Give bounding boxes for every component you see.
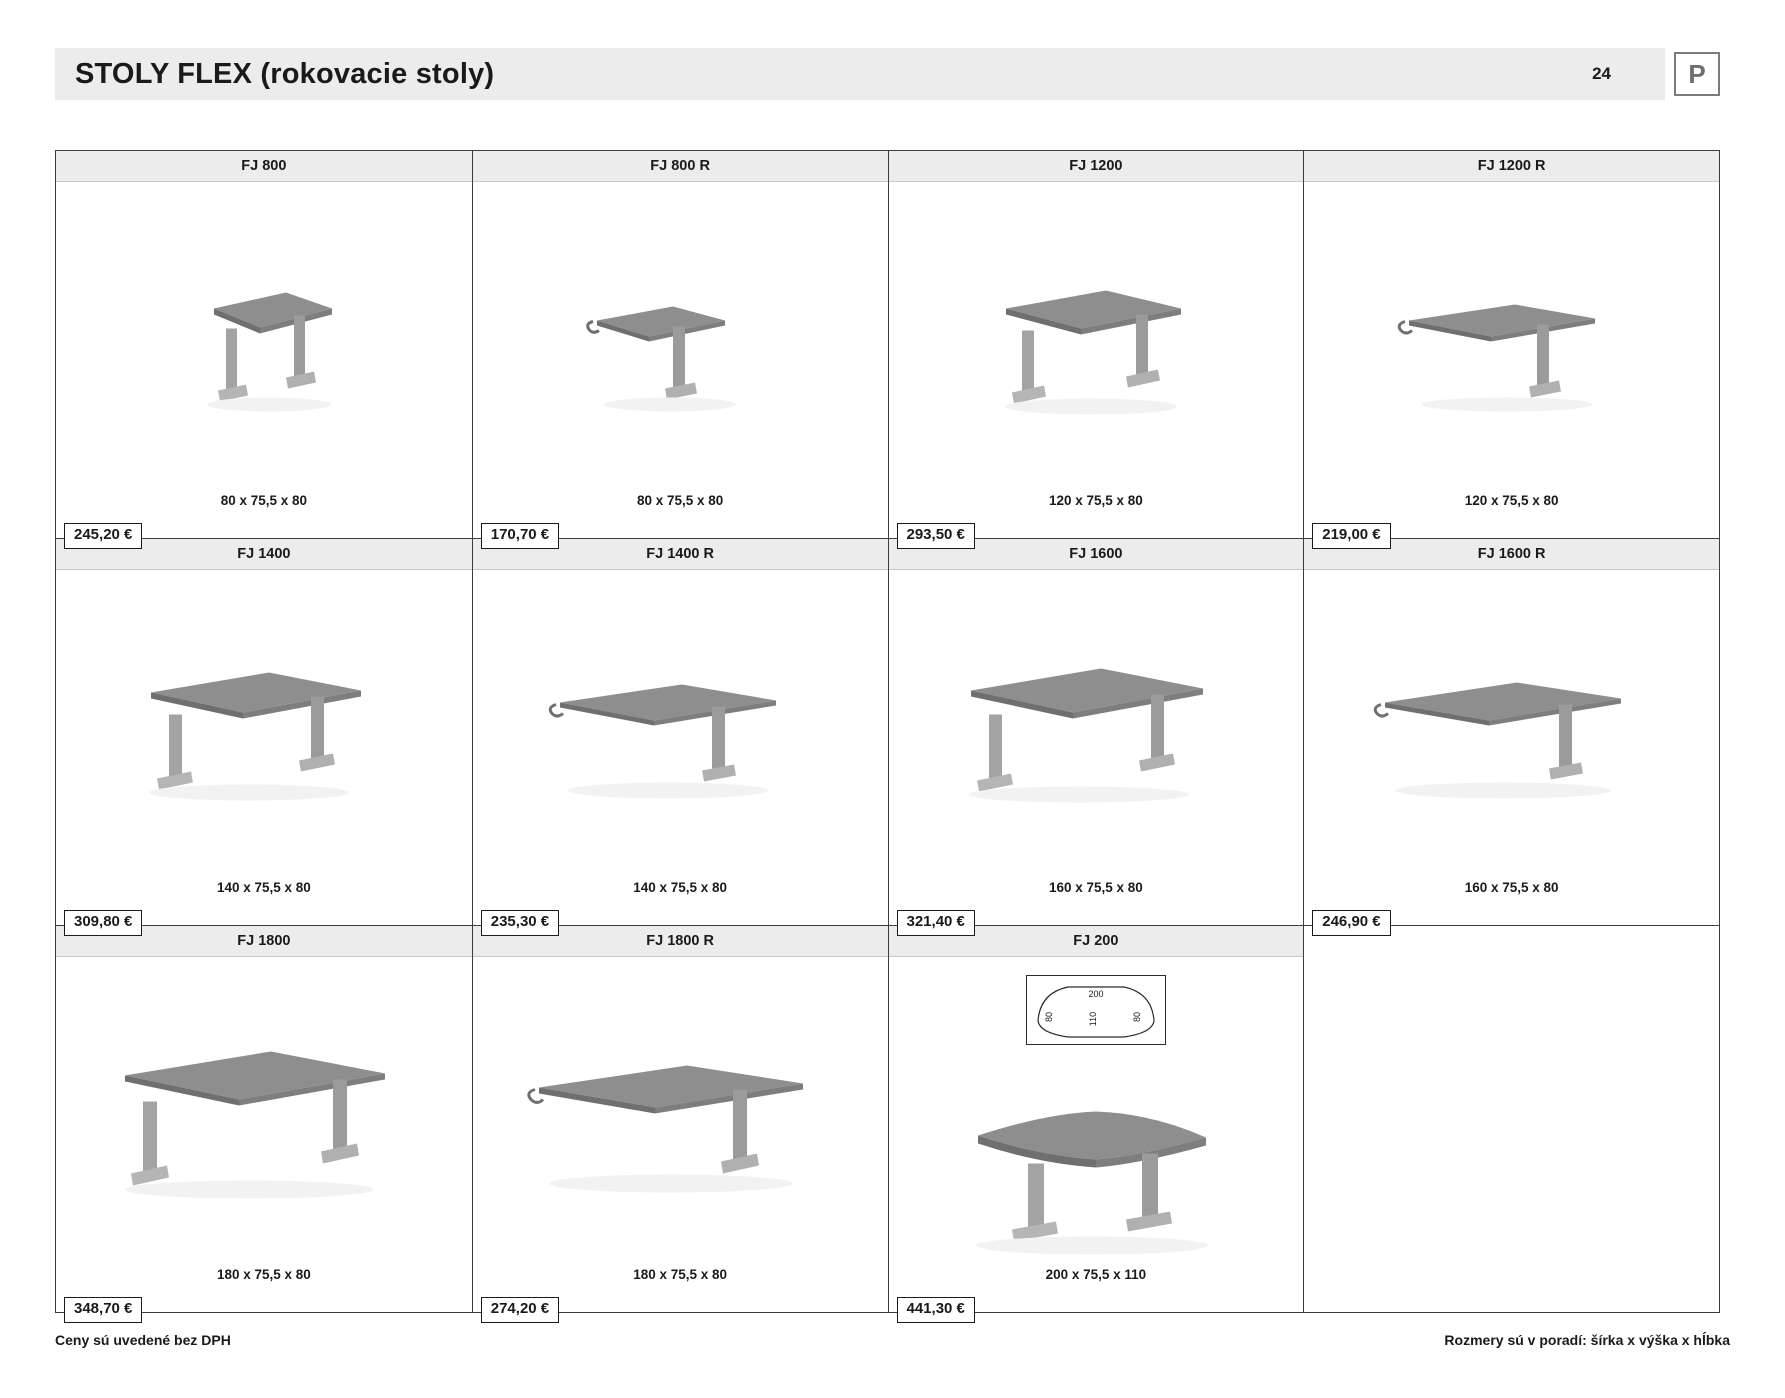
desk-illustration-straight xyxy=(109,1018,419,1223)
product-name: FJ 1400 R xyxy=(473,539,888,570)
desk-illustration-flat xyxy=(575,258,785,433)
desk-illustration-straight xyxy=(174,258,354,433)
logo-letter-icon: P xyxy=(1688,59,1706,89)
brand-logo xyxy=(1674,52,1720,96)
product-name: FJ 1800 xyxy=(56,926,472,957)
product-row xyxy=(56,538,1719,931)
desk-illustration-straight xyxy=(951,641,1241,826)
product-body xyxy=(473,957,888,1318)
product-price: 441,30 € xyxy=(897,1297,975,1323)
desk-illustration-flat xyxy=(540,641,820,826)
product-body xyxy=(1304,570,1719,931)
plan-label-center: 110 xyxy=(1087,1011,1098,1027)
product-dimensions: 200 x 75,5 x 110 xyxy=(1045,1266,1147,1282)
page-header xyxy=(55,48,1665,100)
product-body xyxy=(473,182,888,544)
plan-label-left: 80 xyxy=(1043,1011,1054,1022)
desk-illustration-flat xyxy=(1387,258,1637,433)
product-dimensions: 160 x 75,5 x 80 xyxy=(1048,879,1143,895)
product-price: 246,90 € xyxy=(1312,910,1390,936)
product-grid xyxy=(55,150,1720,1318)
plan-label-top: 200 xyxy=(1088,988,1104,999)
product-price: 309,80 € xyxy=(64,910,142,936)
product-row xyxy=(56,151,1719,544)
product-name: FJ 1800 R xyxy=(473,926,888,957)
product-price: 235,30 € xyxy=(481,910,559,936)
product-body xyxy=(1304,956,1719,1312)
desk-illustration-flat xyxy=(525,1018,835,1223)
product-body xyxy=(889,957,1304,1318)
desk-illustration-straight xyxy=(129,641,399,826)
product-body xyxy=(56,957,472,1318)
plan-label-right: 80 xyxy=(1131,1011,1142,1022)
footer-price-note: Ceny sú uvedené bez DPH xyxy=(55,1332,231,1348)
product-dimensions: 120 x 75,5 x 80 xyxy=(1464,492,1559,508)
product-cell-fj-1200-r xyxy=(1303,151,1719,544)
desk-illustration-barrel xyxy=(956,1092,1236,1277)
product-body xyxy=(1304,182,1719,544)
product-price: 170,70 € xyxy=(481,523,559,549)
product-name: FJ 1600 R xyxy=(1304,539,1719,570)
plan-view-diagram xyxy=(1026,975,1166,1050)
product-dimensions: 160 x 75,5 x 80 xyxy=(1464,879,1559,895)
product-cell-fj-1600 xyxy=(888,539,1304,931)
product-dimensions: 80 x 75,5 x 80 xyxy=(636,492,724,508)
product-cell-fj-1800 xyxy=(56,926,472,1318)
product-dimensions: 180 x 75,5 x 80 xyxy=(216,1266,311,1282)
product-name: FJ 800 R xyxy=(473,151,888,182)
product-body xyxy=(889,570,1304,931)
product-name: FJ 800 xyxy=(56,151,472,182)
desk-illustration-straight xyxy=(976,258,1216,433)
footer-dimension-note: Rozmery sú v poradí: šírka x výška x hĺbka xyxy=(1444,1332,1730,1348)
product-price: 219,00 € xyxy=(1312,523,1390,549)
product-dimensions: 140 x 75,5 x 80 xyxy=(633,879,728,895)
product-price: 293,50 € xyxy=(897,523,975,549)
product-cell-fj-1400 xyxy=(56,539,472,931)
product-cell-fj-200 xyxy=(888,926,1304,1318)
desk-illustration-flat xyxy=(1367,641,1657,826)
product-cell-empty xyxy=(1303,926,1719,1312)
product-name: FJ 1200 R xyxy=(1304,151,1719,182)
product-cell-fj-800 xyxy=(56,151,472,544)
product-cell-fj-1400-r xyxy=(472,539,888,931)
product-cell-fj-1600-r xyxy=(1303,539,1719,931)
product-body xyxy=(889,182,1304,544)
product-row xyxy=(56,925,1719,1318)
product-name: FJ 1600 xyxy=(889,539,1304,570)
product-dimensions: 120 x 75,5 x 80 xyxy=(1048,492,1143,508)
product-cell-fj-1800-r xyxy=(472,926,888,1318)
page-number: 24 xyxy=(1592,64,1611,83)
page-title: STOLY FLEX (rokovacie stoly) xyxy=(75,57,495,90)
product-price: 245,20 € xyxy=(64,523,142,549)
product-price: 348,70 € xyxy=(64,1297,142,1323)
product-body xyxy=(56,570,472,931)
product-name: FJ 200 xyxy=(889,926,1304,957)
product-dimensions: 180 x 75,5 x 80 xyxy=(633,1266,728,1282)
product-dimensions: 140 x 75,5 x 80 xyxy=(216,879,311,895)
product-body xyxy=(473,570,888,931)
product-name: FJ 1400 xyxy=(56,539,472,570)
product-cell-fj-800-r xyxy=(472,151,888,544)
product-body xyxy=(56,182,472,544)
product-dimensions: 80 x 75,5 x 80 xyxy=(220,492,308,508)
product-name: FJ 1200 xyxy=(889,151,1304,182)
product-cell-fj-1200 xyxy=(888,151,1304,544)
product-price: 321,40 € xyxy=(897,910,975,936)
product-price: 274,20 € xyxy=(481,1297,559,1323)
